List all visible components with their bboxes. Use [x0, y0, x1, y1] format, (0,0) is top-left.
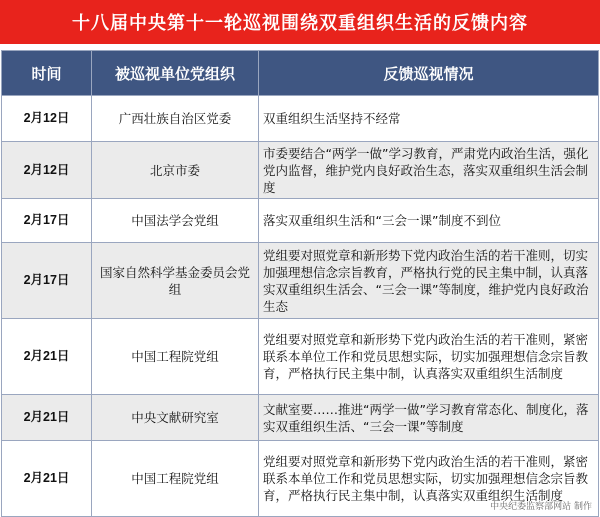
- table-row: [2, 142, 599, 199]
- header-feedback: 反馈巡视情况: [259, 51, 599, 96]
- feedback-cell: 党组要对照党章和新形势下党内政治生活的若干准则，切实加强理想信念宗旨教育，严格执行党的民主集中制，认真落实双重组织生活会、“三会一课”等制度，维护党内良好政治生态: [259, 243, 599, 319]
- header-unit: 被巡视单位党组织: [92, 51, 259, 96]
- header-date: 时间: [2, 51, 92, 96]
- page-title: 十八届中央第十一轮巡视围绕双重组织生活的反馈内容: [0, 0, 600, 44]
- table-row: [2, 96, 599, 142]
- feedback-cell: 落实双重组织生活和“三会一课”制度不到位: [259, 199, 599, 243]
- table-row: [2, 243, 599, 319]
- source-credit: 中央纪委监察部网站 制作: [490, 502, 592, 512]
- feedback-cell: 党组要对照党章和新形势下党内政治生活的若干准则，紧密联系本单位工作和党员思想实际，切实加强理想信念宗旨教育，严格执行民主集中制，认真落实双重组织生活制度: [259, 441, 599, 517]
- date-cell: 2月21日: [2, 441, 92, 517]
- feedback-cell: 双重组织生活坚持不经常: [259, 96, 599, 142]
- feedback-cell: 市委要结合“两学一做”学习教育，严肃党内政治生活，强化党内监督，维护党内良好政治生态，落实双重组织生活会制度: [259, 142, 599, 199]
- date-cell: 2月17日: [2, 243, 92, 319]
- unit-cell: 广西壮族自治区党委: [92, 96, 259, 142]
- unit-cell: 中国工程院党组: [92, 441, 259, 517]
- feedback-table: [1, 50, 599, 517]
- unit-cell: 北京市委: [92, 142, 259, 199]
- table-header-row: [2, 51, 599, 96]
- table-row: [2, 199, 599, 243]
- date-cell: 2月21日: [2, 395, 92, 441]
- unit-cell: 中央文献研究室: [92, 395, 259, 441]
- feedback-cell: 党组要对照党章和新形势下党内政治生活的若干准则，紧密联系本单位工作和党员思想实际，切实加强理想信念宗旨教育，严格执行民主集中制，认真落实双重组织生活制度: [259, 319, 599, 395]
- date-cell: 2月17日: [2, 199, 92, 243]
- table-row: [2, 319, 599, 395]
- unit-cell: 中国工程院党组: [92, 319, 259, 395]
- date-cell: 2月12日: [2, 142, 92, 199]
- date-cell: 2月12日: [2, 96, 92, 142]
- unit-cell: 中国法学会党组: [92, 199, 259, 243]
- table-row: [2, 395, 599, 441]
- date-cell: 2月21日: [2, 319, 92, 395]
- feedback-cell: 文献室要……推进“两学一做”学习教育常态化、制度化，落实双重组织生活、“三会一课”等制度: [259, 395, 599, 441]
- unit-cell: 国家自然科学基金委员会党组: [92, 243, 259, 319]
